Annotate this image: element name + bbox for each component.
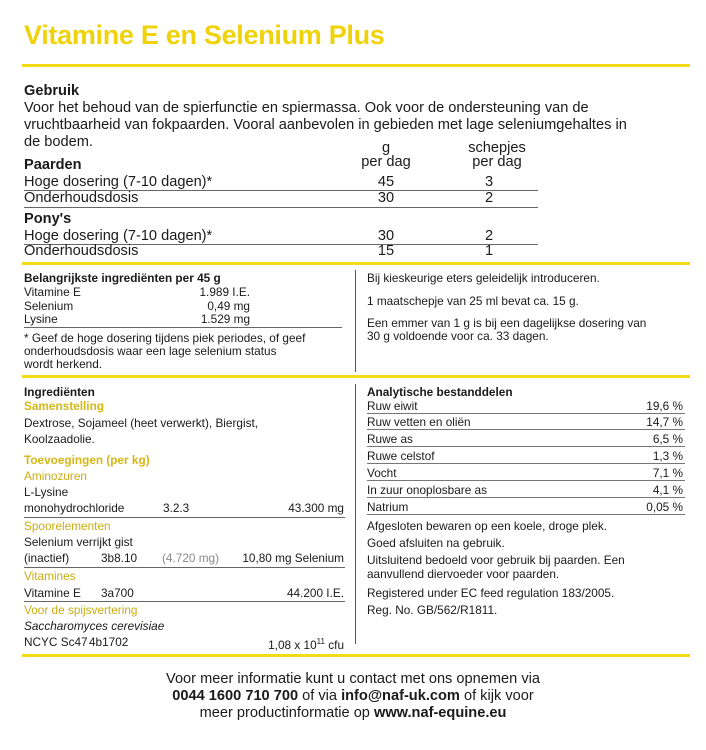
dose-row-g: 45 — [377, 174, 395, 190]
registration-number: Reg. No. GB/562/R1811. — [367, 603, 498, 617]
key-ingredient-value: 0,49 mg — [207, 299, 250, 313]
dose-row-scoops: 2 — [484, 190, 494, 206]
yeast-amount: 1,08 x $10^{11}$ cfu — [268, 637, 344, 652]
dose-row-scoops: 2 — [484, 228, 494, 244]
key-ingredient-name: Selenium — [24, 299, 74, 313]
vitamin-code: 3a700 — [101, 586, 134, 600]
analytical-row: Ruwe celstof 1,3 % — [367, 449, 683, 463]
vitamin-name: Vitamine E — [24, 586, 81, 600]
dose-row-label: Hoge dosering (7-10 dagen)* — [24, 174, 213, 190]
tip-bucket: Een emmer van 1 g is bij een dagelijkse dosering van — [367, 316, 647, 330]
dose-footnote: onderhoudsdosis waar een lage selenium status — [24, 344, 277, 358]
composition-heading: Samenstelling — [24, 399, 104, 413]
amino-heading: Aminozuren — [24, 469, 87, 483]
registration-text: Registered under EC feed regulation 183/2005. — [367, 586, 615, 600]
composition-text: Dextrose, Sojameel (heet verwerkt), Biergist, — [24, 416, 259, 430]
key-ingredients-heading: Belangrijkste ingrediënten per 45 g — [24, 271, 221, 285]
usage-line: Voor het behoud van de spierfunctie en spiermassa. Ook voor de ondersteuning van de — [24, 100, 589, 116]
selenium-code: 3b8.10 — [101, 551, 138, 565]
dose-group-ponies: Pony's — [24, 211, 72, 227]
usage-line: vruchtbaarheid van fokpaarden. Vooral aanbevolen in gebieden met lage seleniumgehaltes in — [24, 117, 627, 133]
dose-row-label: Hoge dosering (7-10 dagen)* — [24, 228, 213, 244]
dose-g-header-unit: per dag — [361, 154, 411, 170]
section-divider — [22, 262, 690, 265]
dose-row-g: 30 — [377, 190, 395, 206]
lysine-name: L-Lysine — [24, 485, 69, 499]
ingredients-heading: Ingrediënten — [24, 385, 95, 399]
section-divider — [22, 375, 690, 378]
trace-heading: Spoorelementen — [24, 519, 111, 533]
dose-row-divider — [24, 207, 538, 208]
analytical-row: Ruwe as 6,5 % — [367, 432, 683, 446]
digestion-heading: Voor de spijsvertering — [24, 603, 138, 617]
vitamins-heading: Vitamines — [24, 569, 76, 583]
page-title: Vitamine E en Selenium Plus — [24, 20, 385, 50]
tip-bucket: 30 g voldoende voor ca. 33 dagen. — [367, 329, 549, 343]
analytical-row: Ruw eiwit 19,6 % — [367, 399, 683, 413]
footer-email[interactable]: info@naf-uk.com — [341, 688, 460, 704]
dose-scoops-header: schepjes — [468, 140, 526, 156]
column-divider — [355, 270, 356, 372]
analytical-row: Vocht 7,1 % — [367, 466, 683, 480]
selenium-name: (inactief) — [24, 551, 70, 565]
tip-introduce: Bij kieskeurige eters geleidelijk introduceren. — [367, 271, 600, 285]
footer-phone[interactable]: 0044 1600 710 700 — [172, 688, 299, 704]
key-ingredient-name: Lysine — [24, 312, 58, 326]
close-text: Goed afsluiten na gebruik. — [367, 536, 505, 550]
analytical-row: Ruw vetten en oliën 14,7 % — [367, 415, 683, 429]
tip-scoop: 1 maatschepje van 25 ml bevat ca. 15 g. — [367, 294, 579, 308]
dose-footnote: * Geef de hoge dosering tijdens piek periodes, of geef — [24, 331, 306, 345]
selenium-name: Selenium verrijkt gist — [24, 535, 133, 549]
dose-row-scoops: 3 — [484, 174, 494, 190]
key-ingredient-name: Vitamine E — [24, 285, 81, 299]
footer-line: meer productinformatie op www.naf-equine.eu — [199, 705, 507, 721]
dose-row-scoops: 1 — [484, 243, 494, 259]
usage-line: de bodem. — [24, 134, 93, 150]
vitamin-amount: 44.200 I.E. — [286, 586, 344, 600]
footer-divider — [22, 654, 690, 657]
yeast-name: Saccharomyces cerevisiae — [24, 619, 165, 633]
selenium-amount: 10,80 mg Selenium — [242, 551, 344, 565]
dose-g-header: g — [381, 140, 391, 156]
lysine-name: monohydrochloride — [24, 501, 125, 515]
analytical-heading: Analytische bestanddelen — [367, 385, 513, 399]
footer-line: 0044 1600 710 700 of via info@naf-uk.com of kijk voor — [172, 688, 534, 704]
composition-text: Koolzaadolie. — [24, 432, 95, 446]
usage-heading: Gebruik — [24, 83, 80, 99]
dose-row-g: 15 — [377, 243, 395, 259]
dose-row-label: Onderhoudsdosis — [24, 190, 139, 206]
footer-website[interactable]: www.naf-equine.eu — [373, 705, 507, 721]
analytical-row: In zuur onoplosbare as 4,1 % — [367, 483, 683, 497]
key-ingredient-value: 1.989 I.E. — [199, 285, 250, 299]
dose-scoops-header-unit: per dag — [472, 154, 522, 170]
title-divider — [22, 64, 690, 67]
dose-row-label: Onderhoudsdosis — [24, 243, 139, 259]
dose-row-g: 30 — [377, 228, 395, 244]
dose-footnote: wordt herkend. — [24, 357, 103, 371]
analytical-row: Natrium 0,05 % — [367, 500, 683, 514]
lysine-code: 3.2.3 — [163, 501, 190, 515]
column-divider — [355, 384, 356, 644]
use-text: aanvullend diervoeder voor paarden. — [367, 567, 560, 581]
lysine-amount: 43.300 mg — [288, 501, 344, 515]
key-ingredient-value: 1.529 mg — [200, 312, 250, 326]
additives-heading: Toevoegingen (per kg) — [24, 453, 150, 467]
use-text: Uitsluitend bedoeld voor gebruik bij paarden. Een — [367, 553, 625, 567]
storage-text: Afgesloten bewaren op een koele, droge plek. — [367, 519, 608, 533]
footer-line: Voor meer informatie kunt u contact met ons opnemen via — [166, 671, 540, 687]
dose-group-horses: Paarden — [24, 157, 82, 173]
selenium-subamount: (4.720 mg) — [162, 551, 220, 565]
key-ingredients-divider — [24, 327, 342, 328]
yeast-code: 4b1702 — [89, 635, 129, 649]
yeast-strain: NCYC Sc47 — [24, 635, 88, 649]
